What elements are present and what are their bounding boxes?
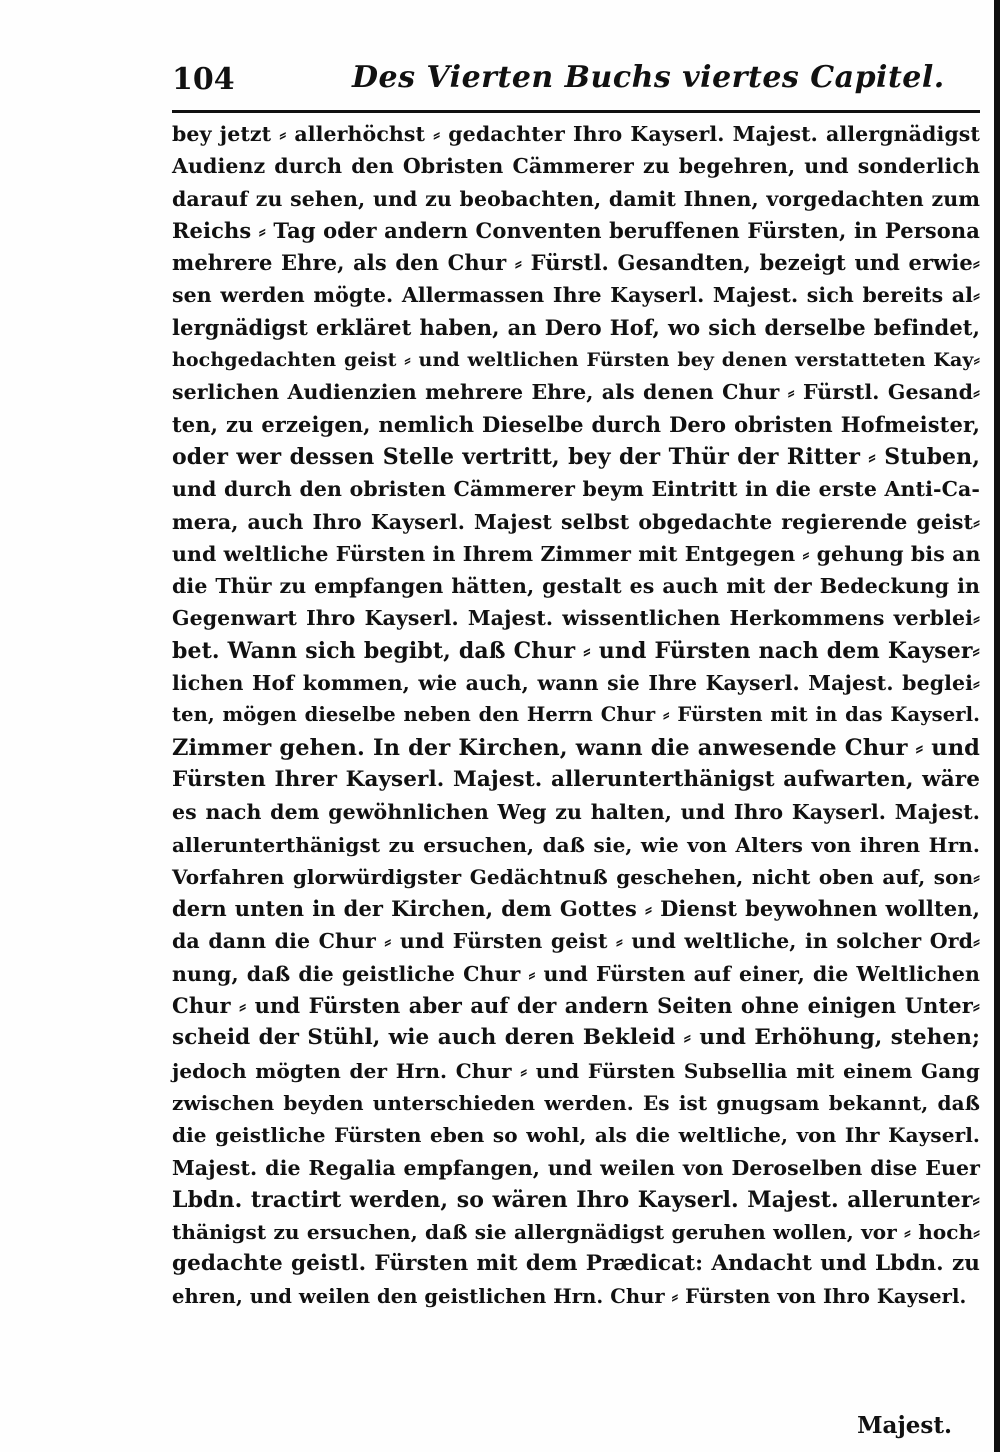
text-line: ehren, und weilen den geistlichen Hrn. Chur ⸗ Fürsten von Ihro Kayserl. bbox=[172, 1284, 967, 1308]
text-line: Chur ⸗ und Fürsten aber auf der andern Seiten ohne einigen Unter⸗ bbox=[172, 993, 980, 1019]
text-line: gedachte geistl. Fürsten mit dem Prædicat: Andacht und Lbdn. zu bbox=[172, 1251, 980, 1277]
text-line: und weltliche Fürsten in Ihrem Zimmer mit Entgegen ⸗ gehung bis an bbox=[172, 541, 981, 566]
text-line: Lbdn. tractirt werden, so wären Ihro Kayserl. Majest. allerunter⸗ bbox=[172, 1186, 980, 1213]
text-line: darauf zu sehen, und zu beobachten, damit Ihnen, vorgedachten zum bbox=[172, 186, 980, 211]
page-header bbox=[172, 52, 972, 104]
text-line: sen werden mögte. Allermassen Ihre Kayserl. Majest. sich bereits al⸗ bbox=[172, 283, 980, 308]
text-line: scheid der Stühl, wie auch deren Bekleid ⸗ und Erhöhung, stehen; bbox=[172, 1025, 980, 1051]
text-line: Vorfahren glorwürdigster Gedächtnuß geschehen, nicht oben auf, son⸗ bbox=[172, 864, 980, 889]
text-line: lergnädigst erkläret haben, an Dero Hof, wo sich derselbe befindet, bbox=[172, 314, 980, 340]
text-line: mera, auch Ihro Kayserl. Majest selbst obgedachte regierende geist⸗ bbox=[172, 509, 980, 534]
page-number: 104 bbox=[172, 62, 235, 97]
text-line: Audienz durch den Obristen Cämmerer zu begehren, und sonderlich bbox=[172, 154, 980, 179]
text-line: bey jetzt ⸗ allerhöchst ⸗ gedachter Ihro Kayserl. Majest. allergnädigst bbox=[172, 122, 980, 146]
text-line: Fürsten Ihrer Kayserl. Majest. allerunterthänigst aufwarten, wäre bbox=[172, 766, 980, 792]
text-line: Reichs ⸗ Tag oder andern Conventen beruffenen Fürsten, in Persona bbox=[172, 217, 980, 243]
text-line: ten, zu erzeigen, nemlich Dieselbe durch Dero obristen Hofmeister, bbox=[172, 411, 980, 437]
text-line: mehrere Ehre, als den Chur ⸗ Fürstl. Gesandten, bezeigt und erwie⸗ bbox=[172, 250, 980, 276]
text-line: hochgedachten geist ⸗ und weltlichen Fürsten bey denen verstatteten Kay⸗ bbox=[172, 349, 980, 372]
text-line: Majest. die Regalia empfangen, und weilen von Deroselben dise Euer bbox=[172, 1155, 980, 1180]
text-line: und durch den obristen Cämmerer beym Eintritt in die erste Anti-Ca- bbox=[172, 477, 980, 502]
text-line: Zimmer gehen. In der Kirchen, wann die anwesende Chur ⸗ und bbox=[172, 734, 980, 761]
text-line: dern unten in der Kirchen, dem Gottes ⸗ Dienst beywohnen wollten, bbox=[172, 896, 980, 922]
header-rule bbox=[172, 110, 980, 113]
text-line: zwischen beyden unterschieden werden. Es ist gnugsam bekannt, daß bbox=[172, 1090, 980, 1115]
page-edge bbox=[994, 0, 1000, 1452]
text-line: jedoch mögten der Hrn. Chur ⸗ und Fürsten Subsellia mit einem Gang bbox=[172, 1058, 980, 1083]
text-line: die Thür zu empfangen hätten, gestalt es auch mit der Bedeckung in bbox=[172, 574, 980, 599]
running-title: Des Vierten Buchs viertes Capitel. bbox=[352, 60, 945, 95]
text-line: allerunterthänigst zu ersuchen, daß sie, wie von Alters von ihren Hrn. bbox=[172, 832, 980, 857]
text-line: thänigst zu ersuchen, daß sie allergnädigst geruhen wollen, vor ⸗ hoch⸗ bbox=[172, 1220, 980, 1245]
text-line: die geistliche Fürsten eben so wohl, als die weltliche, von Ihr Kayserl. bbox=[172, 1123, 980, 1148]
text-line: bet. Wann sich begibt, daß Chur ⸗ und Fürsten nach dem Kayser⸗ bbox=[172, 637, 980, 664]
text-line: serlichen Audienzien mehrere Ehre, als denen Chur ⸗ Fürstl. Gesand⸗ bbox=[172, 380, 980, 405]
text-line: da dann die Chur ⸗ und Fürsten geist ⸗ und weltliche, in solcher Ord⸗ bbox=[172, 929, 980, 954]
text-line: oder wer dessen Stelle vertritt, bey der Thür der Ritter ⸗ Stuben, bbox=[172, 443, 980, 470]
body-text bbox=[172, 118, 980, 1313]
text-line: nung, daß die geistliche Chur ⸗ und Fürsten auf einer, die Weltlichen bbox=[172, 961, 980, 986]
catchword: Majest. bbox=[857, 1412, 952, 1439]
text-line: lichen Hof kommen, wie auch, wann sie Ihre Kayserl. Majest. beglei⸗ bbox=[172, 671, 980, 696]
text-line: Gegenwart Ihro Kayserl. Majest. wissentlichen Herkommens verblei⸗ bbox=[172, 606, 980, 631]
text-line: ten, mögen dieselbe neben den Herrn Chur ⸗ Fürsten mit in das Kayserl. bbox=[172, 703, 980, 727]
text-line: es nach dem gewöhnlichen Weg zu halten, und Ihro Kayserl. Majest. bbox=[172, 800, 980, 825]
